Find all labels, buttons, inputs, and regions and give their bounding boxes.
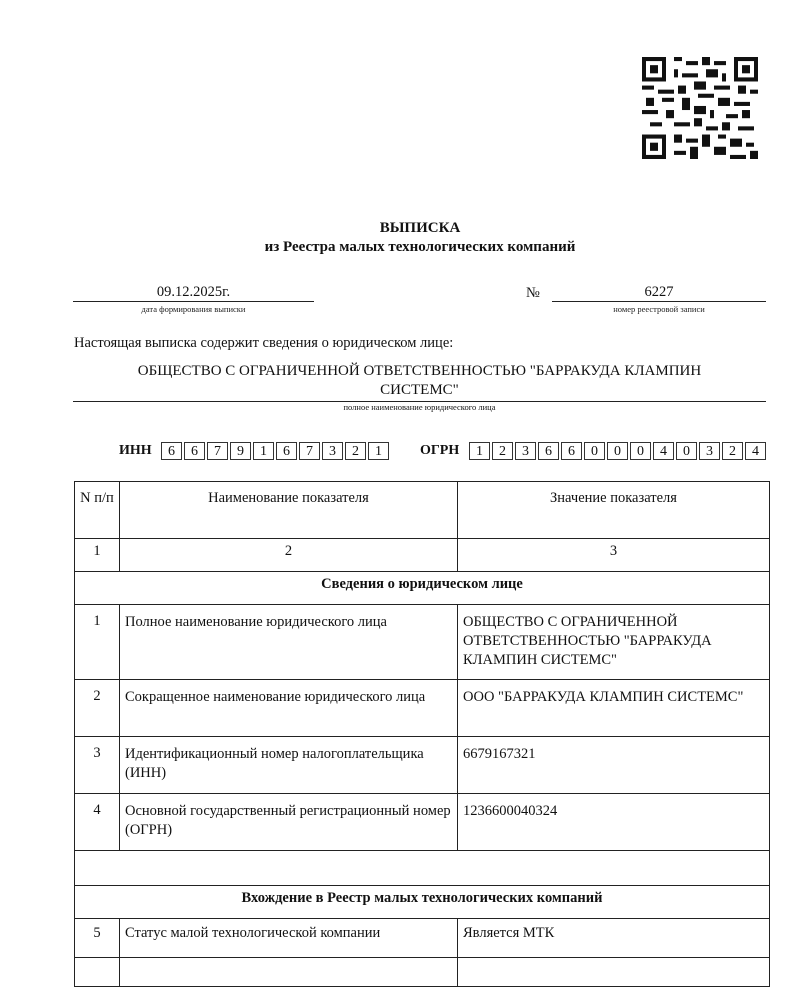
row-number: 5: [75, 919, 120, 958]
row-value: Является МТК: [458, 919, 770, 958]
column-header-indicator: Наименование показателя: [120, 482, 458, 539]
section-title-legal-entity: Сведения о юридическом лице: [75, 572, 770, 605]
row-number: 4: [75, 794, 120, 851]
registry-number: 6227: [552, 284, 766, 302]
table-row: [75, 794, 770, 851]
inn-label: ИНН: [119, 443, 152, 458]
inn-digit: 6: [184, 442, 205, 460]
table-header-row: [75, 482, 770, 539]
registry-table: [74, 481, 770, 987]
row-number: [75, 958, 120, 987]
index-cell: 1: [75, 539, 120, 572]
document-subtitle: из Реестра малых технологических компаний: [264, 239, 576, 255]
row-indicator: Полное наименование юридического лица: [120, 605, 458, 680]
inn-digit: 6: [161, 442, 182, 460]
ogrn-digit: 6: [561, 442, 582, 460]
column-header-number: N п/п: [75, 482, 120, 539]
ogrn-digit: 2: [492, 442, 513, 460]
empty-row: [75, 851, 770, 886]
company-name-line1: ОБЩЕСТВО С ОГРАНИЧЕННОЙ ОТВЕТСТВЕННОСТЬЮ "БАРРАКУДА КЛАМПИН: [137, 363, 702, 379]
ogrn-digit: 0: [584, 442, 605, 460]
ogrn-digit: 2: [722, 442, 743, 460]
row-indicator: Идентификационный номер налогоплательщика (ИНН): [120, 737, 458, 794]
section-row: [75, 572, 770, 605]
table-row: [75, 680, 770, 737]
ogrn-digit: 0: [676, 442, 697, 460]
index-cell: 3: [458, 539, 770, 572]
company-full-name: [73, 362, 766, 402]
row-number: 3: [75, 737, 120, 794]
registry-number-caption: номер реестровой записи: [613, 304, 705, 314]
intro-text: Настоящая выписка содержит сведения о юридическом лице:: [74, 335, 454, 351]
qr-code: [642, 57, 758, 159]
column-header-value: Значение показателя: [458, 482, 770, 539]
inn-digit: 7: [207, 442, 228, 460]
row-value: ООО "БАРРАКУДА КЛАМПИН СИСТЕМС": [458, 680, 770, 737]
ogrn-digit: 4: [745, 442, 766, 460]
row-value: [458, 958, 770, 987]
table-row: [75, 605, 770, 680]
document-title: ВЫПИСКА: [379, 220, 461, 236]
number-sign: №: [526, 285, 540, 301]
ogrn-digit: 3: [699, 442, 720, 460]
table-row: [75, 958, 770, 987]
section-row: [75, 886, 770, 919]
ogrn-cells: [469, 442, 768, 460]
row-indicator: [120, 958, 458, 987]
inn-cells: [161, 442, 391, 460]
row-indicator: Статус малой технологической компании: [120, 919, 458, 958]
empty-cell: [75, 851, 770, 886]
inn-digit: 6: [276, 442, 297, 460]
issue-date-caption: дата формирования выписки: [141, 304, 246, 314]
company-name-line2: СИСТЕМС": [380, 382, 459, 398]
inn-digit: 7: [299, 442, 320, 460]
inn-digit: 2: [345, 442, 366, 460]
issue-date: 09.12.2025г.: [73, 284, 314, 302]
section-title-registry: Вхождение в Реестр малых технологических компаний: [75, 886, 770, 919]
inn-digit: 9: [230, 442, 251, 460]
inn-digit: 1: [253, 442, 274, 460]
table-row: [75, 737, 770, 794]
table-row: [75, 919, 770, 958]
index-cell: 2: [120, 539, 458, 572]
row-number: 2: [75, 680, 120, 737]
ogrn-digit: 6: [538, 442, 559, 460]
row-number: 1: [75, 605, 120, 680]
row-indicator: Основной государственный регистрационный номер (ОГРН): [120, 794, 458, 851]
row-value: 6679167321: [458, 737, 770, 794]
ogrn-digit: 4: [653, 442, 674, 460]
ogrn-digit: 1: [469, 442, 490, 460]
ogrn-digit: 0: [630, 442, 651, 460]
inn-digit: 3: [322, 442, 343, 460]
row-value: ОБЩЕСТВО С ОГРАНИЧЕННОЙ ОТВЕТСТВЕННОСТЬЮ "БАРРАКУДА КЛАМПИН СИСТЕМС": [458, 605, 770, 680]
table-index-row: [75, 539, 770, 572]
inn-digit: 1: [368, 442, 389, 460]
row-indicator: Сокращенное наименование юридического лица: [120, 680, 458, 737]
row-value: 1236600040324: [458, 794, 770, 851]
ogrn-digit: 3: [515, 442, 536, 460]
ogrn-digit: 0: [607, 442, 628, 460]
company-name-caption: полное наименование юридического лица: [343, 402, 496, 412]
ogrn-label: ОГРН: [420, 443, 460, 458]
